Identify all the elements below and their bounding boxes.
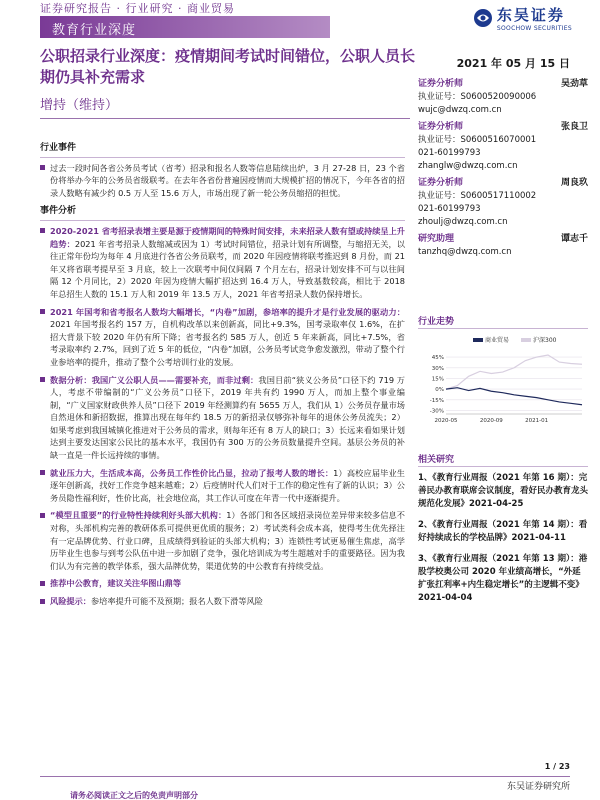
analyst-email[interactable]: wujc@dwzq.com.cn [418,105,502,115]
related-report-link[interactable]: 2、《教育行业周报（2021 年第 14 期）：看好持续成长的学校品牌》2021-04-11 [418,520,588,543]
analyst-phone: 021-60199793 [418,204,481,214]
brand-logo-icon [473,8,493,28]
analyst-card [418,121,588,173]
bullet-square-icon [40,228,45,233]
analysis-point-body: 我国目前“狭义公务员”口径下约 719 万人，考虑不带编制的“广义公务员”口径下，2019 年共有约 1990 万人，而加上整个事业编制，“广义国家财政供养人员”口径下 2019 年经测算约有 5655 万人，我们从 1）公务员存量市场自然退休和新招数据，推算出现在每年约 18.5 万的新招录仅够弥补每年的退休公务员流失；2）如果考虑到我国城镇化推进对于公务员的需求，则每年还有 8 万人的缺口；3）长远来看如果计划达到主要发达国家公民比的基本水平，我国仍有 300 万的公务员数量提升空间。基层公务员的补缺一直是一件长远持续的事情。 [50,374,405,461]
analysis-point [40,374,405,462]
series-line [446,355,582,389]
page-number: 1 / 23 [544,762,570,771]
y-tick-label: -15% [429,397,444,404]
analysis-point-lead: 就业压力大，生活成本高，公务员工作性价比凸显，拉动了报考人数的增长： [50,467,334,478]
y-tick-label: 30% [431,365,444,372]
risk-warning-lead: 风险提示： [50,596,91,606]
disclaimer-note: 请务必阅读正文之后的免责声明部分 [70,791,198,800]
recommendation [40,577,405,590]
analysis-point [40,509,405,572]
analysis-point-body: 2021 年省考招录人数缩减或因为 1）考试时间错位，招录计划有所调整，与缩招无关，以往正常年份均为每年 4 月底进行各省公务员联考，而 2020 年因疫情将联考推迟到 8 月份，而 21 年又将省联考提早至 3 月底，较上一次联考中间仅间隔 7 个月左右，招录计划安排不可与以往间隔 12 个月同比，2）2020 年因为疫情大幅扩招达到 16.4 万人，导致基数较高，相比于 2018 年总招生人数的 15.1 万人和 2019 年 13.5 万人，2021 年省考招录人数仍保持增长。 [50,238,405,299]
legend-label: 沪深300 [533,337,557,344]
risk-warning [40,595,405,608]
x-tick-label: 2020-09 [479,418,503,424]
related-research-list [418,472,588,613]
related-report-link[interactable]: 3、《教育行业周报（2021 年第 13 期）：港股学校奥公司 2020 年业绩高增长，“外延扩张扛利率+内生稳定增长”的主逻辑不变》2021-04-04 [418,554,588,603]
trend-chart-svg [418,332,588,432]
x-tick-label: 2020-05 [434,418,458,424]
legend-swatch [521,338,531,342]
recommendation-lead: 推荐中公教育，建议关注华图山鼎等 [50,578,182,589]
analyst-sidebar [418,78,588,263]
analyst-card [418,78,588,117]
report-title: 公职招录行业深度：疫情期间考试时间错位，公职人员长期仍具补充需求 [40,47,416,86]
analyst-phone: 021-60199793 [418,148,481,158]
industry-event-text: 过去一段时间各省公务员考试（省考）招录和报名人数等信息陆续出炉，3 月 27-28 日，23 个省份将举办今年的公务员省级联考。在去年各省份普遍因疫情而大规模扩招的情况下，今年各省的招录人数略有减少约 0.5 万人至 15.6 万人，市场出现了新一轮公务员缩招的担忧。 [50,162,405,198]
related-research-heading: 相关研究 [418,455,455,465]
bullet-square-icon [40,165,45,170]
analyst-card [418,177,588,229]
footer-divider [40,776,570,777]
analyst-email[interactable]: tanzhq@dwzq.com.cn [418,247,512,257]
analyst-name: 吴劲草 [560,79,588,89]
report-date: 2021 年 05 月 15 日 [456,57,570,70]
brand-english-name: SOOCHOW SECURITIES [496,25,572,32]
analysis-point-text [50,306,405,369]
analysis-point [40,467,405,505]
recommendation-text [50,577,405,590]
y-tick-label: 15% [431,376,444,383]
bullet-square-icon [40,377,45,382]
event-analysis-heading: 事件分析 [40,205,405,221]
risk-warning-body: 参培率提升可能不及预期；报名人数下滑等风险 [90,596,263,606]
analyst-detail: 执业证号：S0600516070001 [418,135,537,145]
footer-organization: 东吴证券研究所 [506,782,570,792]
related-report-link[interactable]: 1、《教育行业周报（2021 年第 16 期）：完善民办教育联席会议制度，看好民办教育龙头规范化发展》2021-04-25 [418,473,589,509]
legend-label: 商业贸易 [485,337,510,344]
analysis-point-lead: “模型且重要”的行业特性持续利好头部大机构： [50,510,227,521]
analysis-point-body: 2021 年国考报名约 157 万，自机构改革以来创新高，同比+9.3%，国考录取率仅 1.6%，在扩招大背景下较 2020 年仍有所下降；省考报名约 585 万人，创近 5 年来新高，同比+7.5%，省考录取率约 2.7%，回到了近 5 年的低位，“内卷”加剧，公务员考试竞争愈发激烈，带动了整个行业参培率的提升，推动了整个公考培训行业的发展。 [50,319,405,367]
chart-divider [418,328,588,329]
analysis-point [40,306,405,369]
analyst-name: 谭志千 [560,234,588,244]
analysis-point-text [50,467,405,505]
analyst-name: 张良卫 [560,122,588,132]
title-divider [40,118,410,119]
bullet-square-icon [40,513,45,518]
analyst-name: 周良玖 [560,178,588,188]
bullet-square-icon [40,581,45,586]
analysis-point-lead: 2021 年国考和省考报名人数均大幅增长，“内卷”加剧，参培率的提升才是行业发展的驱动力： [50,306,405,317]
analysis-point-body: 1）高校应届毕业生逐年创新高，找好工作竞争越来越难；2）后疫情时代人们对于工作的稳定性有了新的认识；3）公务员隐性福利好，性价比高，社会地位高，其工作认可度在年青一代中逐渐提升。 [50,467,405,503]
section-banner: 教育行业深度 [40,16,330,38]
analysis-point-text [50,374,405,462]
series-line [446,388,582,405]
bullet-square-icon [40,599,45,604]
rating: 增持（维持） [40,98,119,113]
brand-name: 东吴证券 [496,6,565,24]
analysis-point-text [50,509,405,572]
analyst-email[interactable]: zhanglw@dwzq.com.cn [418,161,518,171]
analyst-role: 研究助理 [418,234,455,244]
analyst-role: 证券分析师 [418,122,464,132]
analyst-card [418,233,588,259]
analyst-detail: 执业证号：S0600520090006 [418,92,537,102]
industry-trend-chart [418,332,588,432]
risk-warning-text [50,595,405,608]
industry-trend-heading: 行业走势 [418,317,455,327]
brand [473,4,572,32]
analyst-email[interactable]: zhoulj@dwzq.com.cn [418,217,508,227]
analyst-role: 证券分析师 [418,178,464,188]
legend-swatch [473,338,483,342]
analysis-point-lead: 数据分析：我国广义公职人员——需要补充，而非过剩： [50,374,259,385]
analysis-point-body: 1）各部门和各区域招录岗位差异带来较多信息不对称，头部机构完善的教研体系可提供更优质的服务；2）考试类科会成本高，使得考生优先择注有一定品牌优势、行业口碑，且成绩得到验证的头部大机构；3）连锁性考试更易催生焦虑，高学历毕业生也参与到考公队伍中进一步加剧了竞争，强化培训成为考生超越对手的重要路径。因为我们认为有完善的教学体系，强大品牌优势，渠道优势的中公教育有持续受益。 [50,510,405,571]
industry-event-item [40,162,405,200]
bullet-square-icon [40,309,45,314]
industry-event-heading: 行业事件 [40,142,405,158]
analysis-point [40,225,405,301]
y-tick-label: 45% [431,355,444,362]
analyst-detail: 执业证号：S0600517110002 [418,191,537,201]
related-divider [418,466,588,467]
bullet-square-icon [40,470,45,475]
x-tick-label: 2021-01 [525,418,549,424]
y-tick-label: 0% [435,387,444,394]
main-content [40,142,405,613]
y-tick-label: -30% [429,408,444,415]
analysis-point-lead: 2020-2021 省考招录表增主要是源于疫情期间的特殊时间安排，未来招录人数有望或持续呈上升趋势： [50,225,405,249]
analyst-role: 证券分析师 [418,79,464,89]
report-type-tag: 证券研究报告 · 行业研究 · 商业贸易 [40,2,235,15]
analysis-point-text [50,225,405,301]
